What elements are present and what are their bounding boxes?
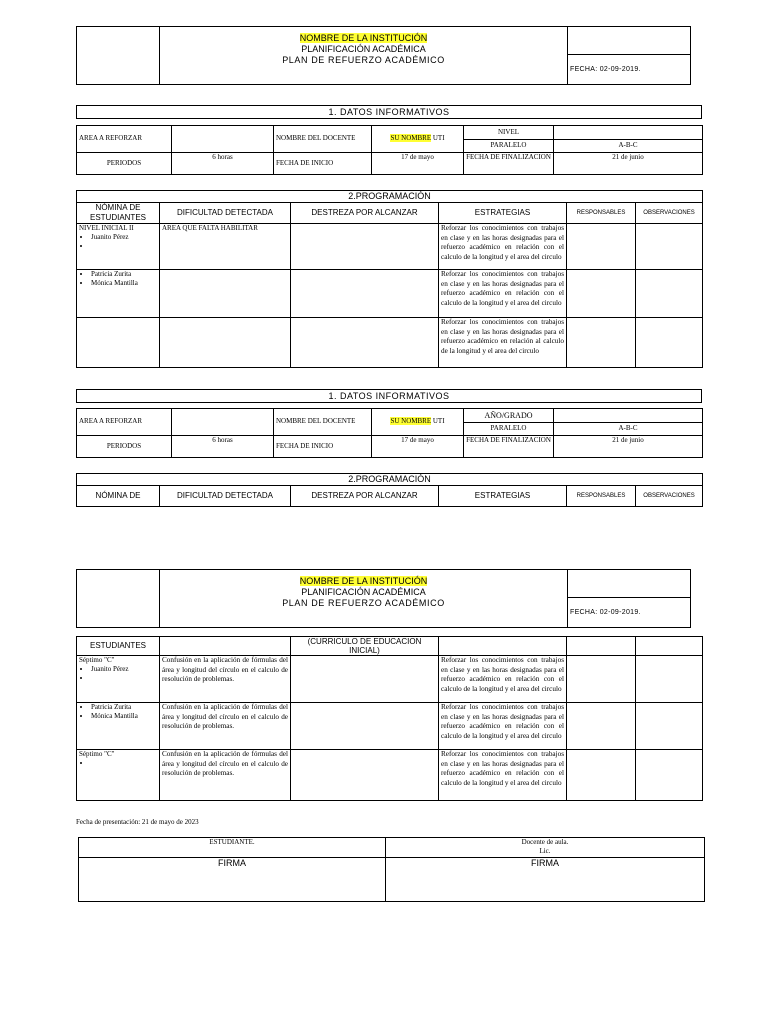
anio-label: AÑO/GRADO — [464, 409, 554, 423]
signature-table — [78, 837, 705, 902]
datos-title: 1. DATOS INFORMATIVOS — [77, 106, 702, 119]
col-nomina: NÓMINA DE ESTUDIANTES — [77, 203, 160, 224]
col-responsables: RESPONSABLES — [567, 486, 636, 507]
paralelo-label: PARALELO — [464, 140, 554, 152]
datos-table-2 — [76, 408, 703, 458]
student-item: • Mónica Mantilla — [91, 279, 157, 288]
col-destreza: DESTREZA POR ALCANZAR — [291, 486, 439, 507]
strategy-text: Reforzar los conocimientos con trabajos en clase y en las horas designadas para el refuerzo académico en relación con el calculo de la longitud y el area del circulo — [439, 224, 567, 270]
row1-difficulty: AREA QUE FALTA HABILITAR — [160, 224, 291, 270]
strategy-text: Reforzar los conocimientos con trabajos en clase y en las horas designadas para el refuerzo académico en relación con el calculo de la longitud y el area del circulo — [439, 656, 567, 703]
strategy-text: Reforzar los conocimientos con trabajos en clase y en las horas designadas para el refuerzo académico en relación con el calculo de la longitud y el area del circulo — [439, 750, 567, 801]
inicio-value: 17 de mayo — [372, 152, 464, 174]
docente-label: NOMBRE DEL DOCENTE — [274, 126, 372, 153]
datos-title-2 — [76, 389, 702, 403]
difficulty-text: Confusión en la aplicación de fórmulas del área y longitud del círculo en el calculo de resolución de problemas. — [160, 750, 291, 801]
page2-table — [76, 636, 703, 801]
col-curriculo: (CURRICULO DE EDUCACION INICIAL) — [291, 637, 439, 656]
paralelo-label: PARALELO — [464, 423, 554, 435]
header-table-2 — [76, 569, 691, 628]
periodos-value: 6 horas — [172, 152, 274, 174]
row1-title: NIVEL INICIAL II — [79, 224, 134, 232]
col-dificultad: DIFICULTAD DETECTADA — [160, 486, 291, 507]
plan-title: PLAN DE REFUERZO ACADÉMICO — [282, 55, 445, 65]
fin-value: 21 de junio — [554, 152, 703, 174]
datos-table-1 — [76, 125, 703, 175]
plan-title: PLAN DE REFUERZO ACADÉMICO — [282, 598, 445, 608]
student-item — [91, 242, 157, 251]
grade-label: Séptimo "C" — [79, 656, 115, 664]
planificacion-title: PLANIFICACIÓN ACADÉMICA — [301, 44, 426, 54]
strategy-text: Reforzar los conocimientos con trabajos en clase y en las horas designadas para el refuerzo académico en relación con el calculo de la longitud y el area del circulo — [439, 703, 567, 750]
docente-label: NOMBRE DEL DOCENTE — [274, 409, 372, 436]
nivel-label: NIVEL — [464, 126, 554, 140]
col-observaciones: OBSERVACIONES — [636, 203, 703, 224]
institution-name: NOMBRE DE LA INSTITUCIÓN — [299, 576, 428, 586]
datos-title-1 — [76, 105, 702, 119]
fin-label: FECHA DE FINALIZACION — [464, 152, 554, 174]
firma-docente: FIRMA — [386, 858, 705, 902]
difficulty-text: Confusión en la aplicación de fórmulas del área y longitud del círculo en el calculo de resolución de problemas. — [160, 703, 291, 750]
programacion-title: 2.PROGRAMACIÓN — [77, 191, 703, 203]
student-item — [91, 674, 157, 683]
header-date: FECHA: 02-09-2019. — [568, 55, 691, 85]
strategy-text: Reforzar los conocimientos con trabajos en clase y en las horas designadas para el refuerzo académico en relación con el calculo de la longitud y el area del circulo — [439, 270, 567, 318]
difficulty-text: Confusión en la aplicación de fórmulas del área y longitud del círculo en el calculo de resolución de problemas. — [160, 656, 291, 703]
logo-cell — [77, 27, 160, 85]
programacion-title: 2.PROGRAMACIÓN — [77, 474, 703, 486]
student-item: • Mónica Mantilla — [91, 712, 157, 721]
header-date: FECHA: 02-09-2019. — [568, 598, 691, 628]
paralelo-value: A-B-C — [554, 423, 703, 435]
docente-lic-label: Lic. — [539, 847, 551, 855]
col-nomina: NÓMINA DE — [77, 486, 160, 507]
estudiante-label: ESTUDIANTE. — [79, 838, 386, 858]
logo-cell — [77, 570, 160, 628]
inicio-label: FECHA DE INICIO — [274, 152, 372, 174]
inicio-label: FECHA DE INICIO — [274, 435, 372, 457]
periodos-value: 6 horas — [172, 435, 274, 457]
paralelo-value: A-B-C — [554, 140, 703, 152]
docente-name: SU NOMBRE — [390, 417, 432, 426]
fin-label: FECHA DE FINALIZACION — [464, 435, 554, 457]
area-label: AREA A REFORZAR — [77, 126, 172, 153]
student-item: • Patricia Zurita — [91, 703, 157, 712]
student-item: • Patricia Zurita — [91, 270, 157, 279]
col-observaciones: OBSERVACIONES — [636, 486, 703, 507]
col-estudiantes: ESTUDIANTES — [77, 637, 160, 656]
periodos-label: PERIODOS — [77, 435, 172, 457]
docente-aula-label: Docente de aula. — [521, 838, 569, 846]
docente-name: SU NOMBRE — [390, 134, 432, 143]
header-table-1 — [76, 26, 691, 85]
col-dificultad: DIFICULTAD DETECTADA — [160, 203, 291, 224]
student-item: • Juanito Pérez — [91, 233, 157, 242]
col-responsables: RESPONSABLES — [567, 203, 636, 224]
col-estrategias: ESTRATEGIAS — [439, 203, 567, 224]
strategy-text: Reforzar los conocimientos con trabajos en clase y en las horas designadas para el refuerzo académico en relación al calculo de la longitud y el area del circulo — [439, 318, 567, 368]
grade-label: Séptimo "C" — [79, 750, 115, 758]
firma-estudiante: FIRMA — [79, 858, 386, 902]
programacion-table-2 — [76, 473, 703, 507]
planificacion-title: PLANIFICACIÓN ACADÉMICA — [301, 587, 426, 597]
student-item: • Juanito Pérez — [91, 665, 157, 674]
institution-name: NOMBRE DE LA INSTITUCIÓN — [299, 33, 428, 43]
docente-suffix: UTI — [432, 417, 445, 426]
fecha-presentacion: Fecha de presentación: 21 de mayo de 2023 — [76, 818, 199, 826]
area-label: AREA A REFORZAR — [77, 409, 172, 436]
periodos-label: PERIODOS — [77, 152, 172, 174]
col-estrategias: ESTRATEGIAS — [439, 486, 567, 507]
col-destreza: DESTREZA POR ALCANZAR — [291, 203, 439, 224]
student-item — [91, 759, 157, 768]
programacion-table-1 — [76, 190, 703, 368]
datos-title: 1. DATOS INFORMATIVOS — [77, 390, 702, 403]
docente-suffix: UTI — [432, 134, 445, 143]
fin-value: 21 de junio — [554, 435, 703, 457]
inicio-value: 17 de mayo — [372, 435, 464, 457]
